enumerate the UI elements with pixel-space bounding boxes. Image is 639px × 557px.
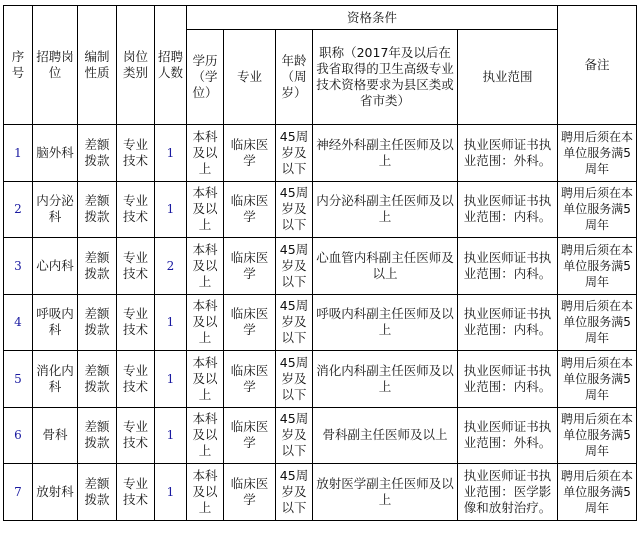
cell-education: 本科及以上 bbox=[187, 181, 224, 238]
cell-post: 呼吸内科 bbox=[33, 294, 78, 351]
cell-remarks: 聘用后须在本单位服务满5周年 bbox=[558, 407, 637, 464]
cell-category: 专业技术 bbox=[117, 238, 155, 295]
header-no: 序号 bbox=[4, 6, 33, 125]
cell-education: 本科及以上 bbox=[187, 351, 224, 408]
cell-title: 心血管内科副主任医师及以上 bbox=[313, 238, 458, 295]
cell-age: 45周岁及以下 bbox=[276, 294, 313, 351]
cell-post: 骨科 bbox=[33, 407, 78, 464]
cell-count: 1 bbox=[155, 407, 187, 464]
cell-title: 放射医学副主任医师及以上 bbox=[313, 464, 458, 521]
header-major: 专业 bbox=[224, 30, 276, 125]
cell-practice: 执业医师证书执业范围：内科。 bbox=[458, 351, 558, 408]
cell-staffing: 差额拨款 bbox=[78, 464, 117, 521]
table-row bbox=[4, 464, 637, 521]
cell-title: 骨科副主任医师及以上 bbox=[313, 407, 458, 464]
cell-count: 1 bbox=[155, 464, 187, 521]
cell-category: 专业技术 bbox=[117, 464, 155, 521]
cell-no: 6 bbox=[4, 407, 33, 464]
cell-title: 神经外科副主任医师及以上 bbox=[313, 125, 458, 182]
cell-count: 1 bbox=[155, 125, 187, 182]
header-staffing: 编制性质 bbox=[78, 6, 117, 125]
cell-education: 本科及以上 bbox=[187, 407, 224, 464]
cell-age: 45周岁及以下 bbox=[276, 351, 313, 408]
cell-education: 本科及以上 bbox=[187, 294, 224, 351]
table-row bbox=[4, 407, 637, 464]
cell-post: 内分泌科 bbox=[33, 181, 78, 238]
header-category: 岗位类别 bbox=[117, 6, 155, 125]
cell-title: 消化内科副主任医师及以上 bbox=[313, 351, 458, 408]
header-count: 招聘人数 bbox=[155, 6, 187, 125]
table-row bbox=[4, 181, 637, 238]
cell-title: 内分泌科副主任医师及以上 bbox=[313, 181, 458, 238]
header-row-top bbox=[4, 6, 637, 30]
cell-major: 临床医学 bbox=[224, 238, 276, 295]
cell-practice: 执业医师证书执业范围：医学影像和放射治疗。 bbox=[458, 464, 558, 521]
cell-remarks: 聘用后须在本单位服务满5周年 bbox=[558, 181, 637, 238]
header-title: 职称（2017年及以后在我省取得的卫生高级专业技术资格要求为县区类或省市类） bbox=[313, 30, 458, 125]
cell-remarks: 聘用后须在本单位服务满5周年 bbox=[558, 125, 637, 182]
table-body bbox=[4, 125, 637, 521]
cell-major: 临床医学 bbox=[224, 464, 276, 521]
cell-age: 45周岁及以下 bbox=[276, 238, 313, 295]
cell-count: 1 bbox=[155, 294, 187, 351]
table-row bbox=[4, 238, 637, 295]
header-education: 学历（学位） bbox=[187, 30, 224, 125]
cell-remarks: 聘用后须在本单位服务满5周年 bbox=[558, 294, 637, 351]
cell-remarks: 聘用后须在本单位服务满5周年 bbox=[558, 464, 637, 521]
cell-no: 7 bbox=[4, 464, 33, 521]
cell-count: 2 bbox=[155, 238, 187, 295]
cell-category: 专业技术 bbox=[117, 125, 155, 182]
header-practice: 执业范围 bbox=[458, 30, 558, 125]
cell-count: 1 bbox=[155, 181, 187, 238]
header-conditions: 资格条件 bbox=[187, 6, 558, 30]
header-remarks: 备注 bbox=[558, 6, 637, 125]
cell-practice: 执业医师证书执业范围：外科。 bbox=[458, 407, 558, 464]
recruitment-table-container bbox=[3, 5, 637, 521]
cell-major: 临床医学 bbox=[224, 294, 276, 351]
cell-practice: 执业医师证书执业范围：内科。 bbox=[458, 238, 558, 295]
header-post: 招聘岗位 bbox=[33, 6, 78, 125]
cell-age: 45周岁及以下 bbox=[276, 125, 313, 182]
cell-education: 本科及以上 bbox=[187, 238, 224, 295]
cell-major: 临床医学 bbox=[224, 181, 276, 238]
cell-category: 专业技术 bbox=[117, 294, 155, 351]
cell-no: 1 bbox=[4, 125, 33, 182]
table-row bbox=[4, 125, 637, 182]
cell-remarks: 聘用后须在本单位服务满5周年 bbox=[558, 238, 637, 295]
table-row bbox=[4, 351, 637, 408]
cell-staffing: 差额拨款 bbox=[78, 238, 117, 295]
cell-no: 3 bbox=[4, 238, 33, 295]
header-age: 年龄（周岁） bbox=[276, 30, 313, 125]
cell-no: 5 bbox=[4, 351, 33, 408]
cell-age: 45周岁及以下 bbox=[276, 407, 313, 464]
cell-staffing: 差额拨款 bbox=[78, 407, 117, 464]
cell-age: 45周岁及以下 bbox=[276, 464, 313, 521]
cell-no: 2 bbox=[4, 181, 33, 238]
cell-post: 消化内科 bbox=[33, 351, 78, 408]
cell-category: 专业技术 bbox=[117, 181, 155, 238]
recruitment-table bbox=[3, 5, 637, 521]
cell-post: 心内科 bbox=[33, 238, 78, 295]
cell-post: 放射科 bbox=[33, 464, 78, 521]
cell-title: 呼吸内科副主任医师及以上 bbox=[313, 294, 458, 351]
cell-major: 临床医学 bbox=[224, 351, 276, 408]
cell-practice: 执业医师证书执业范围：内科。 bbox=[458, 181, 558, 238]
cell-practice: 执业医师证书执业范围：外科。 bbox=[458, 125, 558, 182]
cell-practice: 执业医师证书执业范围：内科。 bbox=[458, 294, 558, 351]
cell-major: 临床医学 bbox=[224, 125, 276, 182]
cell-staffing: 差额拨款 bbox=[78, 351, 117, 408]
cell-no: 4 bbox=[4, 294, 33, 351]
cell-category: 专业技术 bbox=[117, 407, 155, 464]
cell-remarks: 聘用后须在本单位服务满5周年 bbox=[558, 351, 637, 408]
cell-post: 脑外科 bbox=[33, 125, 78, 182]
cell-staffing: 差额拨款 bbox=[78, 294, 117, 351]
cell-count: 1 bbox=[155, 351, 187, 408]
cell-age: 45周岁及以下 bbox=[276, 181, 313, 238]
cell-education: 本科及以上 bbox=[187, 125, 224, 182]
cell-category: 专业技术 bbox=[117, 351, 155, 408]
cell-staffing: 差额拨款 bbox=[78, 125, 117, 182]
cell-major: 临床医学 bbox=[224, 407, 276, 464]
cell-staffing: 差额拨款 bbox=[78, 181, 117, 238]
cell-education: 本科及以上 bbox=[187, 464, 224, 521]
table-row bbox=[4, 294, 637, 351]
